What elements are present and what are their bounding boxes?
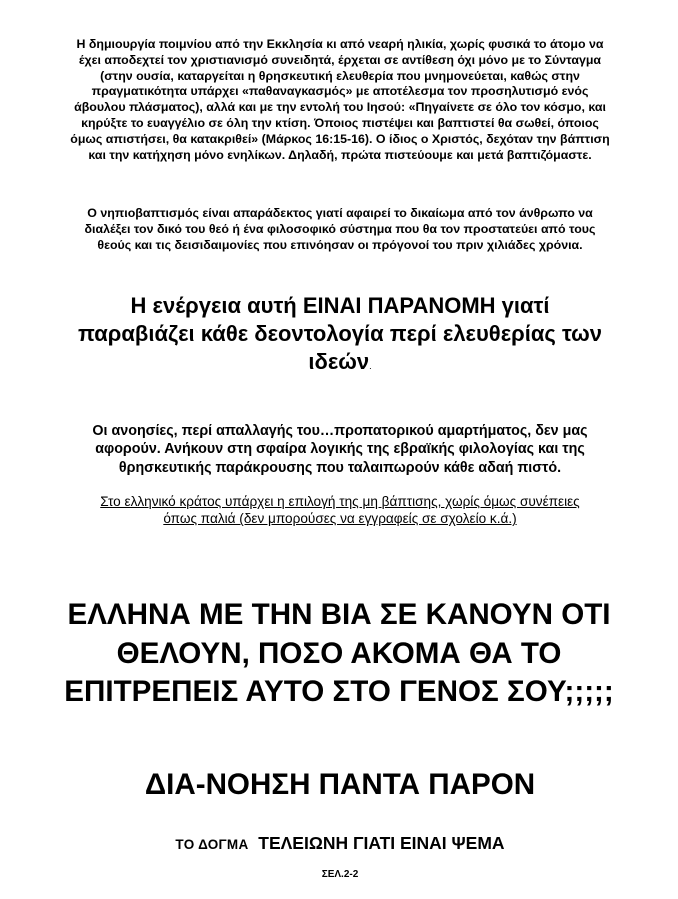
text-line: (στην ουσία, καταργείται η θρησκευτική ελευθερία που μνημονεύεται, καθώς στην [100, 68, 580, 83]
text-line: θεούς και τις δεισιδαιμονίες που επινόησαν οι πρόγονοί του πριν χιλιάδες χρόνια. [97, 237, 583, 252]
headline-line: ΘΕΛΟΥΝ, ΠΟΣΟ ΑΚΟΜΑ ΘΑ ΤΟ [116, 636, 562, 670]
headline-greek-appeal [8, 596, 670, 712]
paragraph-infant-baptism [40, 206, 640, 253]
text-line: έχει αποδεχτεί τον χριστιανισμό συνειδητά, έρχεται σε αντίθεση όχι μόνο με το Σύνταγμα [78, 52, 602, 67]
text-line: αφορούν. Ανήκουν στη σφαίρα λογικής της εβραϊκής φιλολογίας και της [95, 441, 585, 458]
text-line: παραβιάζει κάθε δεοντολογία περί ελευθερίας των [78, 321, 602, 346]
paragraph-church-flock [34, 37, 646, 163]
headline-large-part: ΤΕΛΕΙΩΝΗ ΓΙΑΤΙ ΕΙΝΑΙ ΨΕΜΑ [258, 833, 505, 853]
headline-dogma-ends [20, 832, 660, 856]
paragraph-original-sin [34, 422, 646, 477]
headline-line: ΔΙΑ-ΝΟΗΣΗ ΠΑΝΤΑ ΠΑΡΟΝ [144, 768, 536, 801]
text-line: Στο ελληνικό κράτος υπάρχει η επιλογή της μη βάπτισης, χωρίς όμως συνέπειες [100, 494, 580, 509]
headline-line: ΕΛΛΗΝΑ ΜΕ ΤΗΝ ΒΙΑ ΣΕ ΚΑΝΟΥΝ ΟΤΙ [67, 598, 611, 631]
period-mark: . [369, 361, 372, 371]
text-line: όμως απιστήσει, θα κατακριθεί» (Μάρκος 16:15-16). Ο ίδιος ο Χριστός, δεχόταν την βάπτιση [70, 131, 610, 146]
paragraph-non-baptism-option [40, 493, 640, 527]
paragraph-illegal-action [20, 292, 660, 380]
text-line: διαλέξει τον δικό του θεό ή ένα φιλοσοφικό σύστημα που θα τον προστατεύει από τους [84, 221, 596, 236]
text-line: πραγματικότητα υπάρχει «παθαναγκασμός» με αποτέλεσμα τον προσηλυτισμό ενός [91, 84, 589, 99]
text-fragment: ιδεών [308, 349, 370, 374]
text-line: Ο νηπιοβαπτισμός είναι απαράδεκτος γιατί αφαιρεί το δικαίωμα από τον άνθρωπο να [87, 206, 593, 220]
text-line: όπως παλιά (δεν μπορούσες να εγγραφείς σε σχολείο κ.ά.) [163, 511, 517, 527]
headline-line [20, 832, 660, 856]
page-number: ΣΕΛ.2-2 [321, 869, 359, 880]
text-line: άβουλου πλάσματος), αλλά και με την εντολή του Ιησού: «Πηγαίνετε σε όλο τον κόσμο, και [74, 100, 606, 115]
text-line: Η ενέργεια αυτή ΕΙΝΑΙ ΠΑΡΑΝΟΜΗ γιατί [130, 293, 550, 318]
text-line: και την κατήχηση μόνο ενηλίκων. Δηλαδή, πρώτα πιστεύουμε και μετά βαπτιζόμαστε. [88, 147, 592, 162]
text-line: κηρύξτε το ευαγγέλιο σε όλη την κτίση. Όποιος πιστέψει και βαπτιστεί θα σωθεί, όποιος [81, 115, 599, 130]
text-line: θρησκευτικής παράκρουσης που ταλαιπωρούν κάθε αδαή πιστό. [118, 459, 562, 476]
text-line [20, 348, 660, 380]
headline-small-part: ΤΟ ΔΟΓΜΑ [175, 837, 249, 852]
text-line: Η δημιουργία ποιμνίου από την Εκκλησία κι από νεαρή ηλικία, χωρίς φυσικά το άτομο να [76, 37, 604, 51]
headline-dia-noisi [20, 767, 660, 803]
text-line: Οι ανοησίες, περί απαλλαγής του…προπατορικού αμαρτήματος, δεν μας [92, 423, 588, 439]
headline-line: ΕΠΙΤΡΕΠΕΙΣ ΑΥΤΟ ΣΤΟ ΓΕΝΟΣ ΣΟΥ;;;;; [64, 675, 614, 708]
